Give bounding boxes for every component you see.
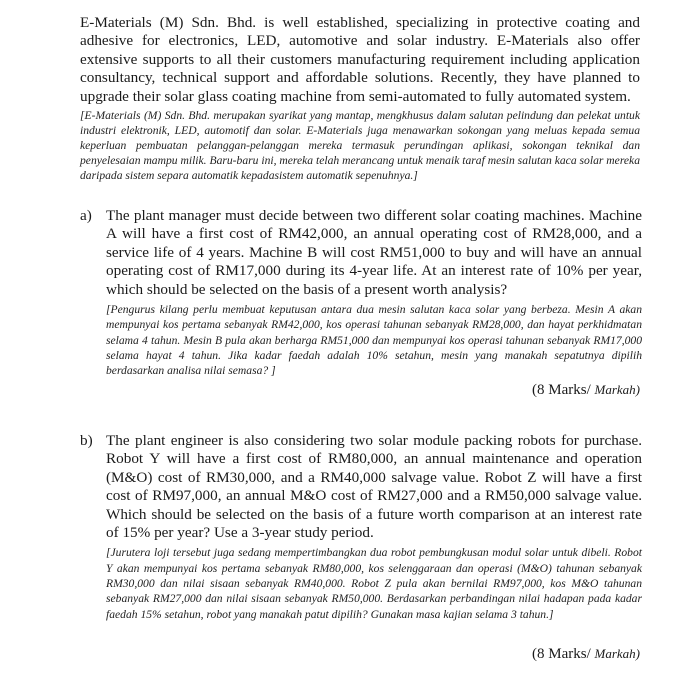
question-a-label: a) — [80, 207, 92, 224]
question-a-marks-malay: Markah) — [594, 382, 640, 397]
question-b-marks — [532, 645, 640, 663]
question-a-marks — [532, 381, 640, 399]
intro-malay: [E-Materials (M) Sdn. Bhd. merupakan syarikat yang mantap, mengkhusus dalam salutan pelindung dan pelekat untuk industri elektronik, LED, automotif dan solar. E-Materials juga menawarkan sokongan yang meluas kepada semua keperluan pembuatan pelanggan-pelanggan mereka termasuk perundingan aplikasi, sokongan teknikal dan penyelesaian mampu milik. Baru-baru ini, mereka telah merancang untuk menaik taraf mesin salutan kaca solar mereka daripada sistem separa automatik kepadasistem automatik sepenuhnya.] — [80, 109, 640, 183]
question-a-english: The plant manager must decide between two different solar coating machines. Machine A will have a first cost of RM42,000, an annual operating cost of RM28,000, and a service life of 4 years. Machine B will cost RM51,000 to buy and will have an annual operating cost of RM17,000 during its 4-year life. At an interest rate of 10% per year, which should be selected on the basis of a present worth analysis? — [106, 207, 642, 298]
question-b-marks-label: (8 Marks/ — [532, 646, 591, 662]
question-a — [80, 207, 642, 379]
question-b — [80, 432, 642, 622]
question-b-label: b) — [80, 432, 93, 449]
question-a-malay: [Pengurus kilang perlu membuat keputusan antara dua mesin salutan kaca solar yang berbeza. Mesin A akan mempunyai kos pertama sebanyak RM42,000, kos operasi tahunan sebanyak RM28,000, dan hayat perkhidmatan selama 4 tahun. Mesin B pula akan berharga RM51,000 dan mempunyai kos operasi tahunan sebanyak RM17,000 selama hayat 4 tahun. Jika kadar faedah adalah 10% setahun, mesin yang manakah sepatutnya dipilih berdasarkan analisa nilai semasa? ] — [106, 303, 642, 378]
question-b-marks-malay: Markah) — [594, 646, 640, 661]
question-b-english: The plant engineer is also considering two solar module packing robots for purchase. Robot Y will have a first cost of RM80,000, an annual maintenance and operation (M&O) cost of RM30,000, and a RM40,000 salvage value. Robot Z will have a first cost of RM97,000, an annual M&O cost of RM27,000 and a RM50,000 salvage value. Which should be selected on the basis of a future worth comparison at an interest rate of 15% per year? Use a 3-year study period. — [106, 432, 642, 542]
intro-english: E-Materials (M) Sdn. Bhd. is well established, specializing in protective coating and adhesive for electronics, LED, automotive and solar industry. E-Materials also offer extensive supports to all their customers manufacturing requirement including application consultancy, technical support and affordable solutions. Recently, they have planned to upgrade their solar glass coating machine from semi-automated to fully automated system. — [80, 14, 640, 105]
intro-section — [80, 14, 640, 184]
question-a-marks-label: (8 Marks/ — [532, 382, 591, 398]
question-b-malay: [Jurutera loji tersebut juga sedang mempertimbangkan dua robot pembungkusan modul solar untuk dibeli. Robot Y akan mempunyai kos pertama sebanyak RM80,000, kos selenggaraan dan operasi (M&O) tahunan sebanyak RM30,000 dan nilai sisaan sebanyak RM40,000. Robot Z pula akan bernilai RM97,000, kos M&O tahunan sebanyak RM27,000 dan nilai sisaan sebanyak RM50,000. Berdasarkan perbandingan nilai hadapan pada kadar faedah 15% setahun, robot yang manakah patut dipilih? Gunakan masa kajian selama 3 tahun.] — [106, 546, 642, 621]
